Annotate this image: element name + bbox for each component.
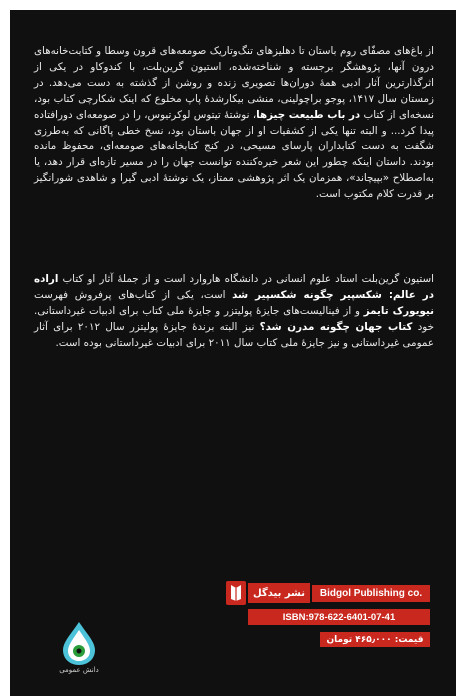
isbn-label: ISBN:978-622-6401-07-41 bbox=[248, 609, 430, 625]
publisher-logo bbox=[226, 581, 246, 605]
book-title-will: اراده در عالم: شکسپیر چگونه شکسپیر شد bbox=[34, 273, 434, 301]
book-title-swerve: کتاب جهان چگونه مدرن شد؟ bbox=[259, 320, 413, 333]
bio-text-2: است، یکی از کتاب‌های پرفروش فهرست bbox=[34, 288, 233, 301]
synopsis-text-1: از باغ‌های مصفّای روم باستان تا دهلیزهای تنگ‌وتاریک صومعه‌های قرون وسطا و کتابت‌خانه‌های درون آنها، پژوهشگر برجسته و شناخته‌شده، استیون گرین‌بلت، با کندوکاو در یکی از اثرگذارترین آثار ادبی همهٔ دوران‌ها تصویری زنده و روشن از گذشته به دست می‌دهد. در زمستان سال ۱۴۱۷، پوجو براچولینی، منشی بیکارشدهٔ پاپ مخلوع که اینک شکارچی کتاب بود، نسخه‌ای از کتاب bbox=[34, 45, 434, 121]
price-label: قیمت: ۴۶۵٫۰۰۰ تومان bbox=[320, 632, 430, 647]
publisher-name-en: Bidgol Publishing co. bbox=[312, 585, 430, 602]
book-logo-icon bbox=[229, 584, 243, 602]
bio-text-3: و از فینالیست‌های جایزهٔ پولیتزر و جایزهٔ ملی کتاب برای ادبیات غیرداستانی. خود bbox=[34, 304, 434, 333]
bio-text-4: نیز البته برندهٔ جایزهٔ پولیتزر سال ۲۰۱۲ برای آثار عمومی غیرداستانی و نیز جایزهٔ ملی کتاب سال ۲۰۱۱ برای ادبیات غیرداستانی بوده است. bbox=[34, 320, 434, 349]
book-title-original: در باب طبیعت چیزها bbox=[256, 108, 361, 121]
synopsis-text-2: ، نوشتهٔ تیتوس لوکرتیوس، را در صومعه‌ای دورافتاده پیدا کرد... و البته تنها یکی از کشفیات او از جهان باستان بود، نسخ خطی پاگانی که به‌طرزی شگفت به دست کتابداران پارسای مسیحی، در کنج کتابخانه‌های صومعه‌ای، محفوظ مانده بودند. داستان اینکه چطور این شعر خیره‌کننده توانست جهان را در مسیر تازه‌ای قرار دهد، یا به‌اصطلاح «بپیچاند»، همزمان یک اثر پژوهشی ممتاز، یک نوشتهٔ ادبی گیرا و شاهدی شورانگیز بر قدرت کلام مکتوب است. bbox=[34, 108, 434, 201]
bio-text-1: استیون گرین‌بلت استاد علوم انسانی در دانشگاه هاروارد است و از جملهٔ آثار او کتاب bbox=[58, 273, 434, 285]
series-label: دانش عمومی bbox=[59, 666, 99, 674]
author-bio-paragraph bbox=[34, 272, 434, 352]
synopsis-paragraph bbox=[34, 44, 434, 203]
eye-drop-icon bbox=[60, 620, 98, 666]
publisher-name-fa: نشر بیدگل bbox=[248, 583, 310, 603]
nyt-name: نیویورک تایمز bbox=[363, 304, 435, 317]
